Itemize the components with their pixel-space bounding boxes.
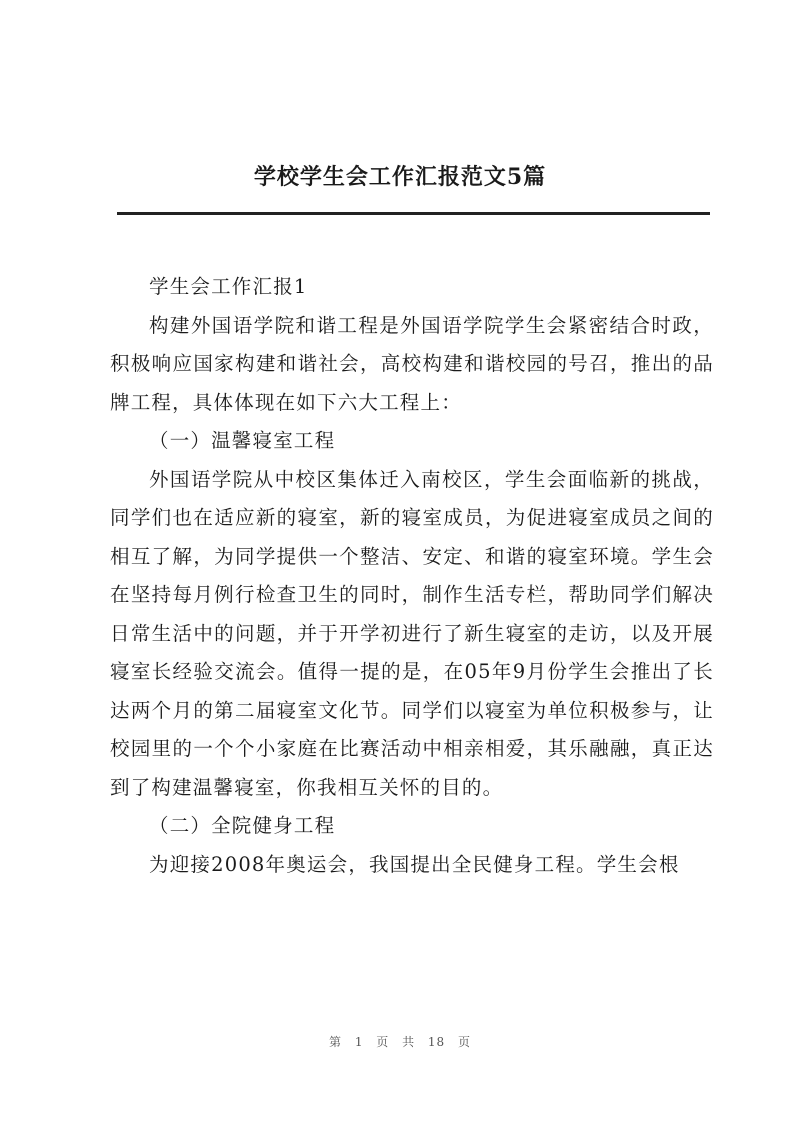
body-paragraph: 外国语学院从中校区集体迁入南校区，学生会面临新的挑战，同学们也在适应新的寝室，新的寝室成员，为促进寝室成员之间的相互了解，为同学提供一个整洁、安定、和谐的寝室环境。学生会在坚持每月例行检查卫生的同时，制作生活专栏，帮助同学们解决日常生活中的问题，并于开学初进行了新生寝室的走访，以及开展寝室长经验交流会。值得一提的是，在05年9月份学生会推出了长达两个月的第二届寝室文化节。同学们以寝室为单位积极参与，让校园里的一个个小家庭在比赛活动中相亲相爱，其乐融融，真正达到了构建温馨寝室，你我相互关怀的目的。 xyxy=(110,467,714,799)
document-title: 学校学生会工作汇报范文5篇 xyxy=(253,164,547,190)
subsection-heading: （二）全院健身工程 xyxy=(149,814,336,837)
body-paragraph: 构建外国语学院和谐工程是外国语学院学生会紧密结合时政，积极响应国家构建和谐社会，高校构建和谐校园的号召，推出的品牌工程，具体体现在如下六大工程上： xyxy=(110,313,714,414)
body-paragraph: 为迎接2008年奥运会，我国提出全民健身工程。学生会根 xyxy=(149,852,680,876)
section-heading: 学生会工作汇报1 xyxy=(149,275,308,298)
document-body xyxy=(110,268,714,884)
subsection-heading: （一）温馨寝室工程 xyxy=(149,429,336,452)
page-footer: 第 1 页 共 18 页 xyxy=(329,1035,471,1049)
title-divider xyxy=(117,212,710,215)
